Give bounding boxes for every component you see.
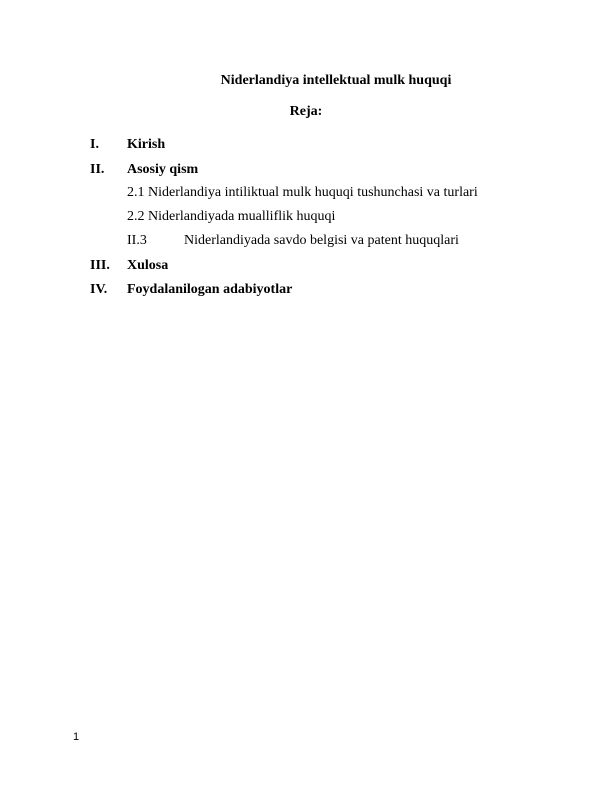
plan-heading: Reja:: [289, 104, 323, 119]
subsection-text: 2.1 Niderlandiya intiliktual mulk huquqi tushunchasi va turlari: [127, 185, 478, 200]
document-title: Niderlandiya intellektual mulk huquqi: [220, 73, 452, 88]
outline-item-3: [0, 258, 612, 274]
outline-label: Kirish: [127, 137, 166, 152]
outline-label: Foydalanilogan adabiyotlar: [127, 282, 293, 297]
outline-numeral: II.: [90, 162, 105, 177]
outline-item-1: [0, 137, 612, 153]
outline-numeral: IV.: [90, 282, 108, 297]
outline-label: Asosiy qism: [127, 162, 199, 177]
subsection-item-1: [0, 185, 612, 201]
subsection-text: Niderlandiyada savdo belgisi va patent huquqlari: [184, 233, 459, 248]
outline-item-4: [0, 282, 612, 298]
outline-numeral: I.: [90, 137, 99, 152]
subsection-item-3: [0, 233, 612, 249]
outline-numeral: III.: [90, 258, 110, 273]
subsection-item-2: [0, 209, 612, 225]
subsection-text: 2.2 Niderlandiyada mualliflik huquqi: [127, 209, 336, 224]
page-number: 1: [73, 731, 80, 743]
subsection-number: II.3: [127, 233, 147, 248]
outline-label: Xulosa: [127, 258, 169, 273]
outline-item-2: [0, 162, 612, 178]
